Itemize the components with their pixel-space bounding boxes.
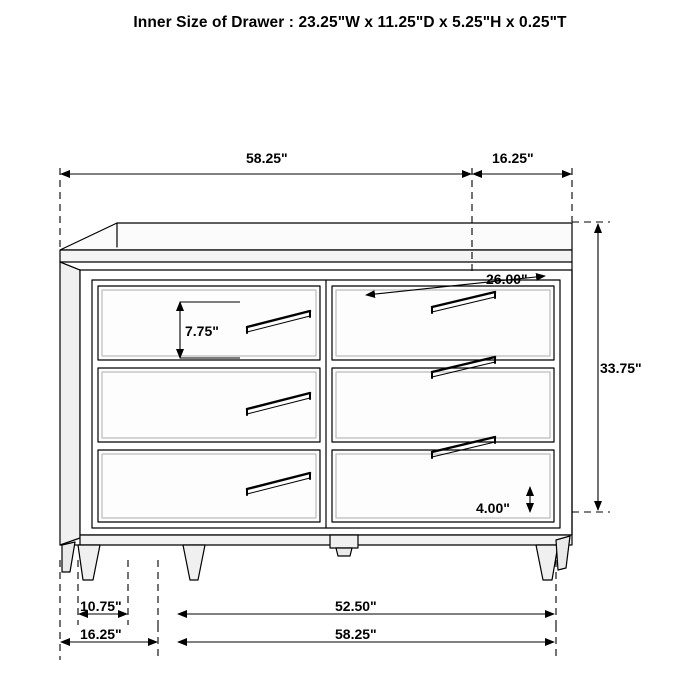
dim-bottom-overall-width: 58.25" (335, 626, 377, 642)
page-title: Inner Size of Drawer : 23.25"W x 11.25"D x 5.25"H x 0.25"T (133, 14, 567, 31)
dim-top-width-side: 16.25" (492, 150, 534, 166)
dim-drawer-height: 7.75" (185, 323, 219, 339)
dim-overall-height: 33.75" (600, 360, 642, 376)
dim-leg-depth: 10.75" (80, 598, 122, 614)
dim-drawer-width: 26.00" (486, 271, 528, 287)
dim-top-width-front: 58.25" (246, 150, 288, 166)
dim-bottom-depth: 16.25" (80, 626, 122, 642)
dim-leg-height: 4.00" (476, 500, 510, 516)
dim-bottom-inner-width: 52.50" (335, 598, 377, 614)
